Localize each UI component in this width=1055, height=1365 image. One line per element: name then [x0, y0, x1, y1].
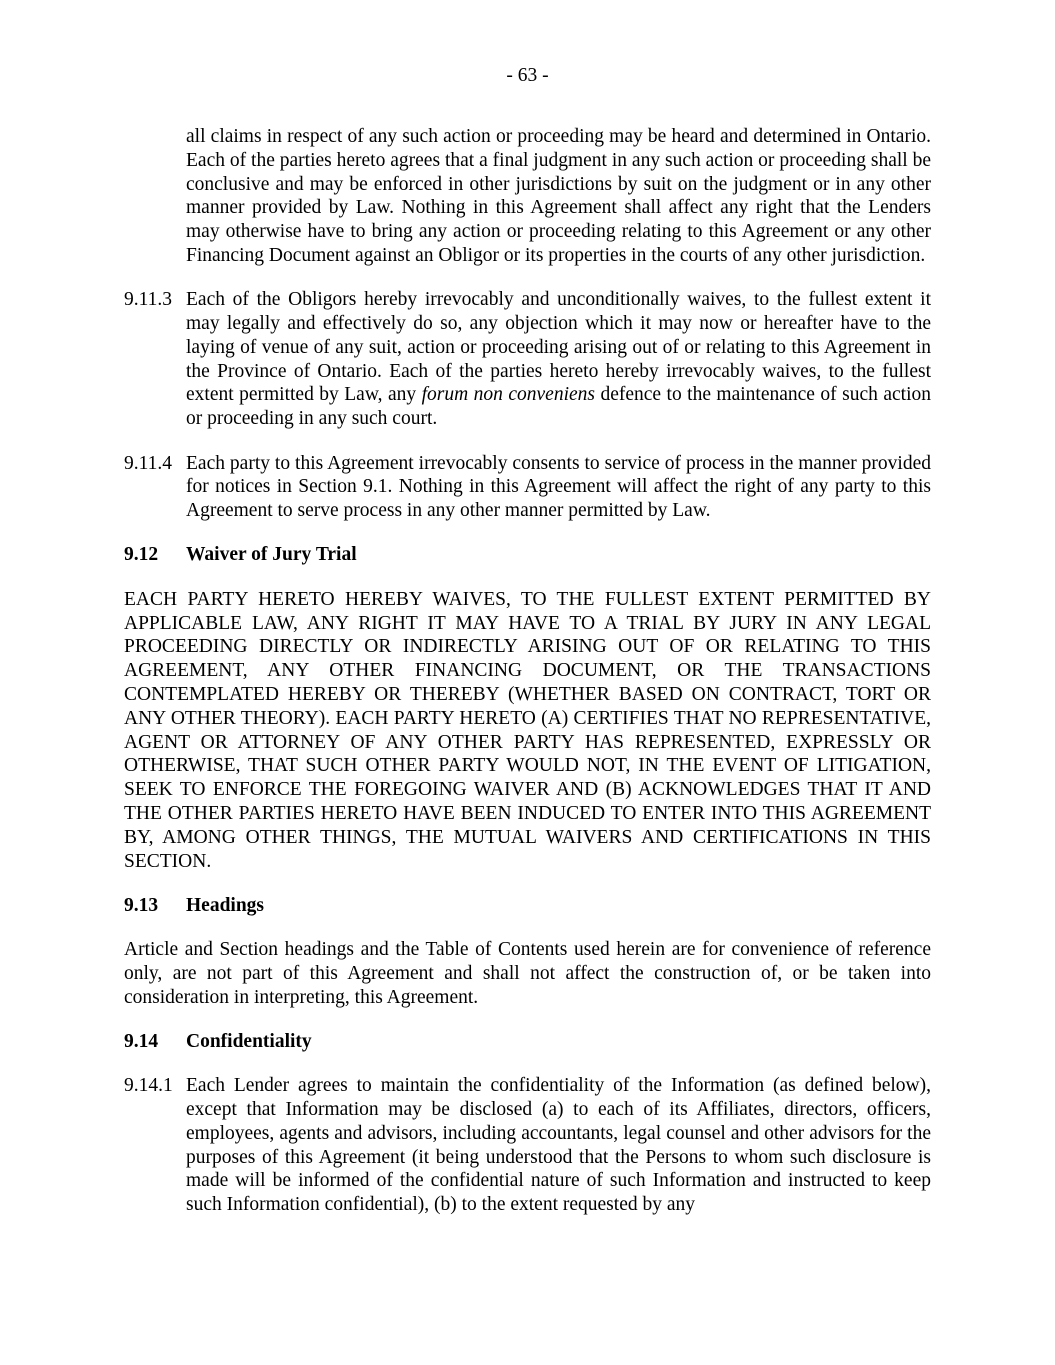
- section-9-13-text: Article and Section headings and the Table of Contents used herein are for convenience of reference only, are not part of this Agreement and shall not affect the construction of, or be taken into consideration in interpreting, this Agreement.: [124, 939, 931, 1008]
- section-text-part-2: defence to the maintenance of such action or proceeding in any such court.: [186, 384, 931, 430]
- continuation-paragraph: all claims in respect of any such action or proceeding may be heard and determined in Ontario. Each of the parties hereto agrees that a final judgment in any such action or proceeding shall be conclusive and may be enforced in other jurisdictions by suit on the judgment or in any other manner provided by Law. Nothing in this Agreement shall affect any right that the Lenders may otherwise have to bring any action or proceeding relating to this Agreement or any other Financing Document against an Obligor or its properties in the courts of any other jurisdiction.: [186, 126, 931, 266]
- section-9-11-4: [124, 452, 931, 523]
- section-number: 9.11.4: [124, 452, 173, 474]
- section-9-11-3: [124, 288, 931, 431]
- section-text: [186, 288, 931, 431]
- page-number: - 63 -: [506, 65, 549, 86]
- section-text: Each party to this Agreement irrevocably consents to service of process in the manner provided for notices in Section 9.1. Nothing in this Agreement will affect the right of any party to this Agreement to serve process in any other manner permitted by Law.: [186, 452, 931, 522]
- section-heading-number: 9.12: [124, 544, 159, 566]
- section-number: 9.11.3: [124, 289, 173, 311]
- section-number: 9.14.1: [124, 1075, 173, 1097]
- section-heading-9-13: [124, 894, 931, 918]
- section-text-part-1: Each of the Obligors hereby irrevocably and unconditionally waives, to the fullest extent it may legally and effectively do so, any objection which it may now or hereafter have to the laying of venue of any suit, action or proceeding arising out of or relating to this Agreement in the Province of Ontario. Each of the parties hereto hereby irrevocably waives, to the fullest extent permitted by Law, any: [186, 289, 931, 406]
- section-text-italic: forum non conveniens: [421, 384, 595, 406]
- section-heading-9-14: [124, 1030, 931, 1054]
- section-9-14-1: [124, 1074, 931, 1217]
- section-heading-title: Waiver of Jury Trial: [186, 544, 357, 566]
- section-heading-title: Headings: [186, 894, 265, 916]
- page-content: [124, 125, 931, 1238]
- section-text: Each Lender agrees to maintain the confidentiality of the Information (as defined below), except that Information may be disclosed (a) to each of its Affiliates, directors, officers, employees, agents and advisors, including accountants, legal counsel and other advisors for the purposes of this Agreement (it being understood that the Persons to whom such disclosure is made will be informed of the confidential nature of such Information and instructed to keep such Information confidential), (b) to the extent requested by any: [186, 1075, 931, 1216]
- section-heading-number: 9.14: [124, 1031, 159, 1052]
- section-9-12-text: EACH PARTY HERETO HEREBY WAIVES, TO THE FULLEST EXTENT PERMITTED BY APPLICABLE LAW, ANY RIGHT IT MAY HAVE TO A TRIAL BY JURY IN ANY LEGAL PROCEEDING DIRECTLY OR INDIRECTLY ARISING OUT OF OR RELATING TO THIS AGREEMENT, ANY OTHER FINANCING DOCUMENT, OR THE TRANSACTIONS CONTEMPLATED HEREBY OR THEREBY (WHETHER BASED ON CONTRACT, TORT OR ANY OTHER THEORY). EACH PARTY HERETO (A) CERTIFIES THAT NO REPRESENTATIVE, AGENT OR ATTORNEY OF ANY OTHER PARTY HAS REPRESENTED, EXPRESSLY OR OTHERWISE, THAT SUCH OTHER PARTY WOULD NOT, IN THE EVENT OF LITIGATION, SEEK TO ENFORCE THE FOREGOING WAIVER AND (B) ACKNOWLEDGES THAT IT AND THE OTHER PARTIES HERETO HAVE BEEN INDUCED TO ENTER INTO THIS AGREEMENT BY, AMONG OTHER THINGS, THE MUTUAL WAIVERS AND CERTIFICATIONS IN THIS SECTION.: [124, 588, 931, 872]
- section-heading-9-12: [124, 543, 931, 567]
- section-heading-number: 9.13: [124, 894, 159, 916]
- section-heading-title: Confidentiality: [186, 1031, 312, 1052]
